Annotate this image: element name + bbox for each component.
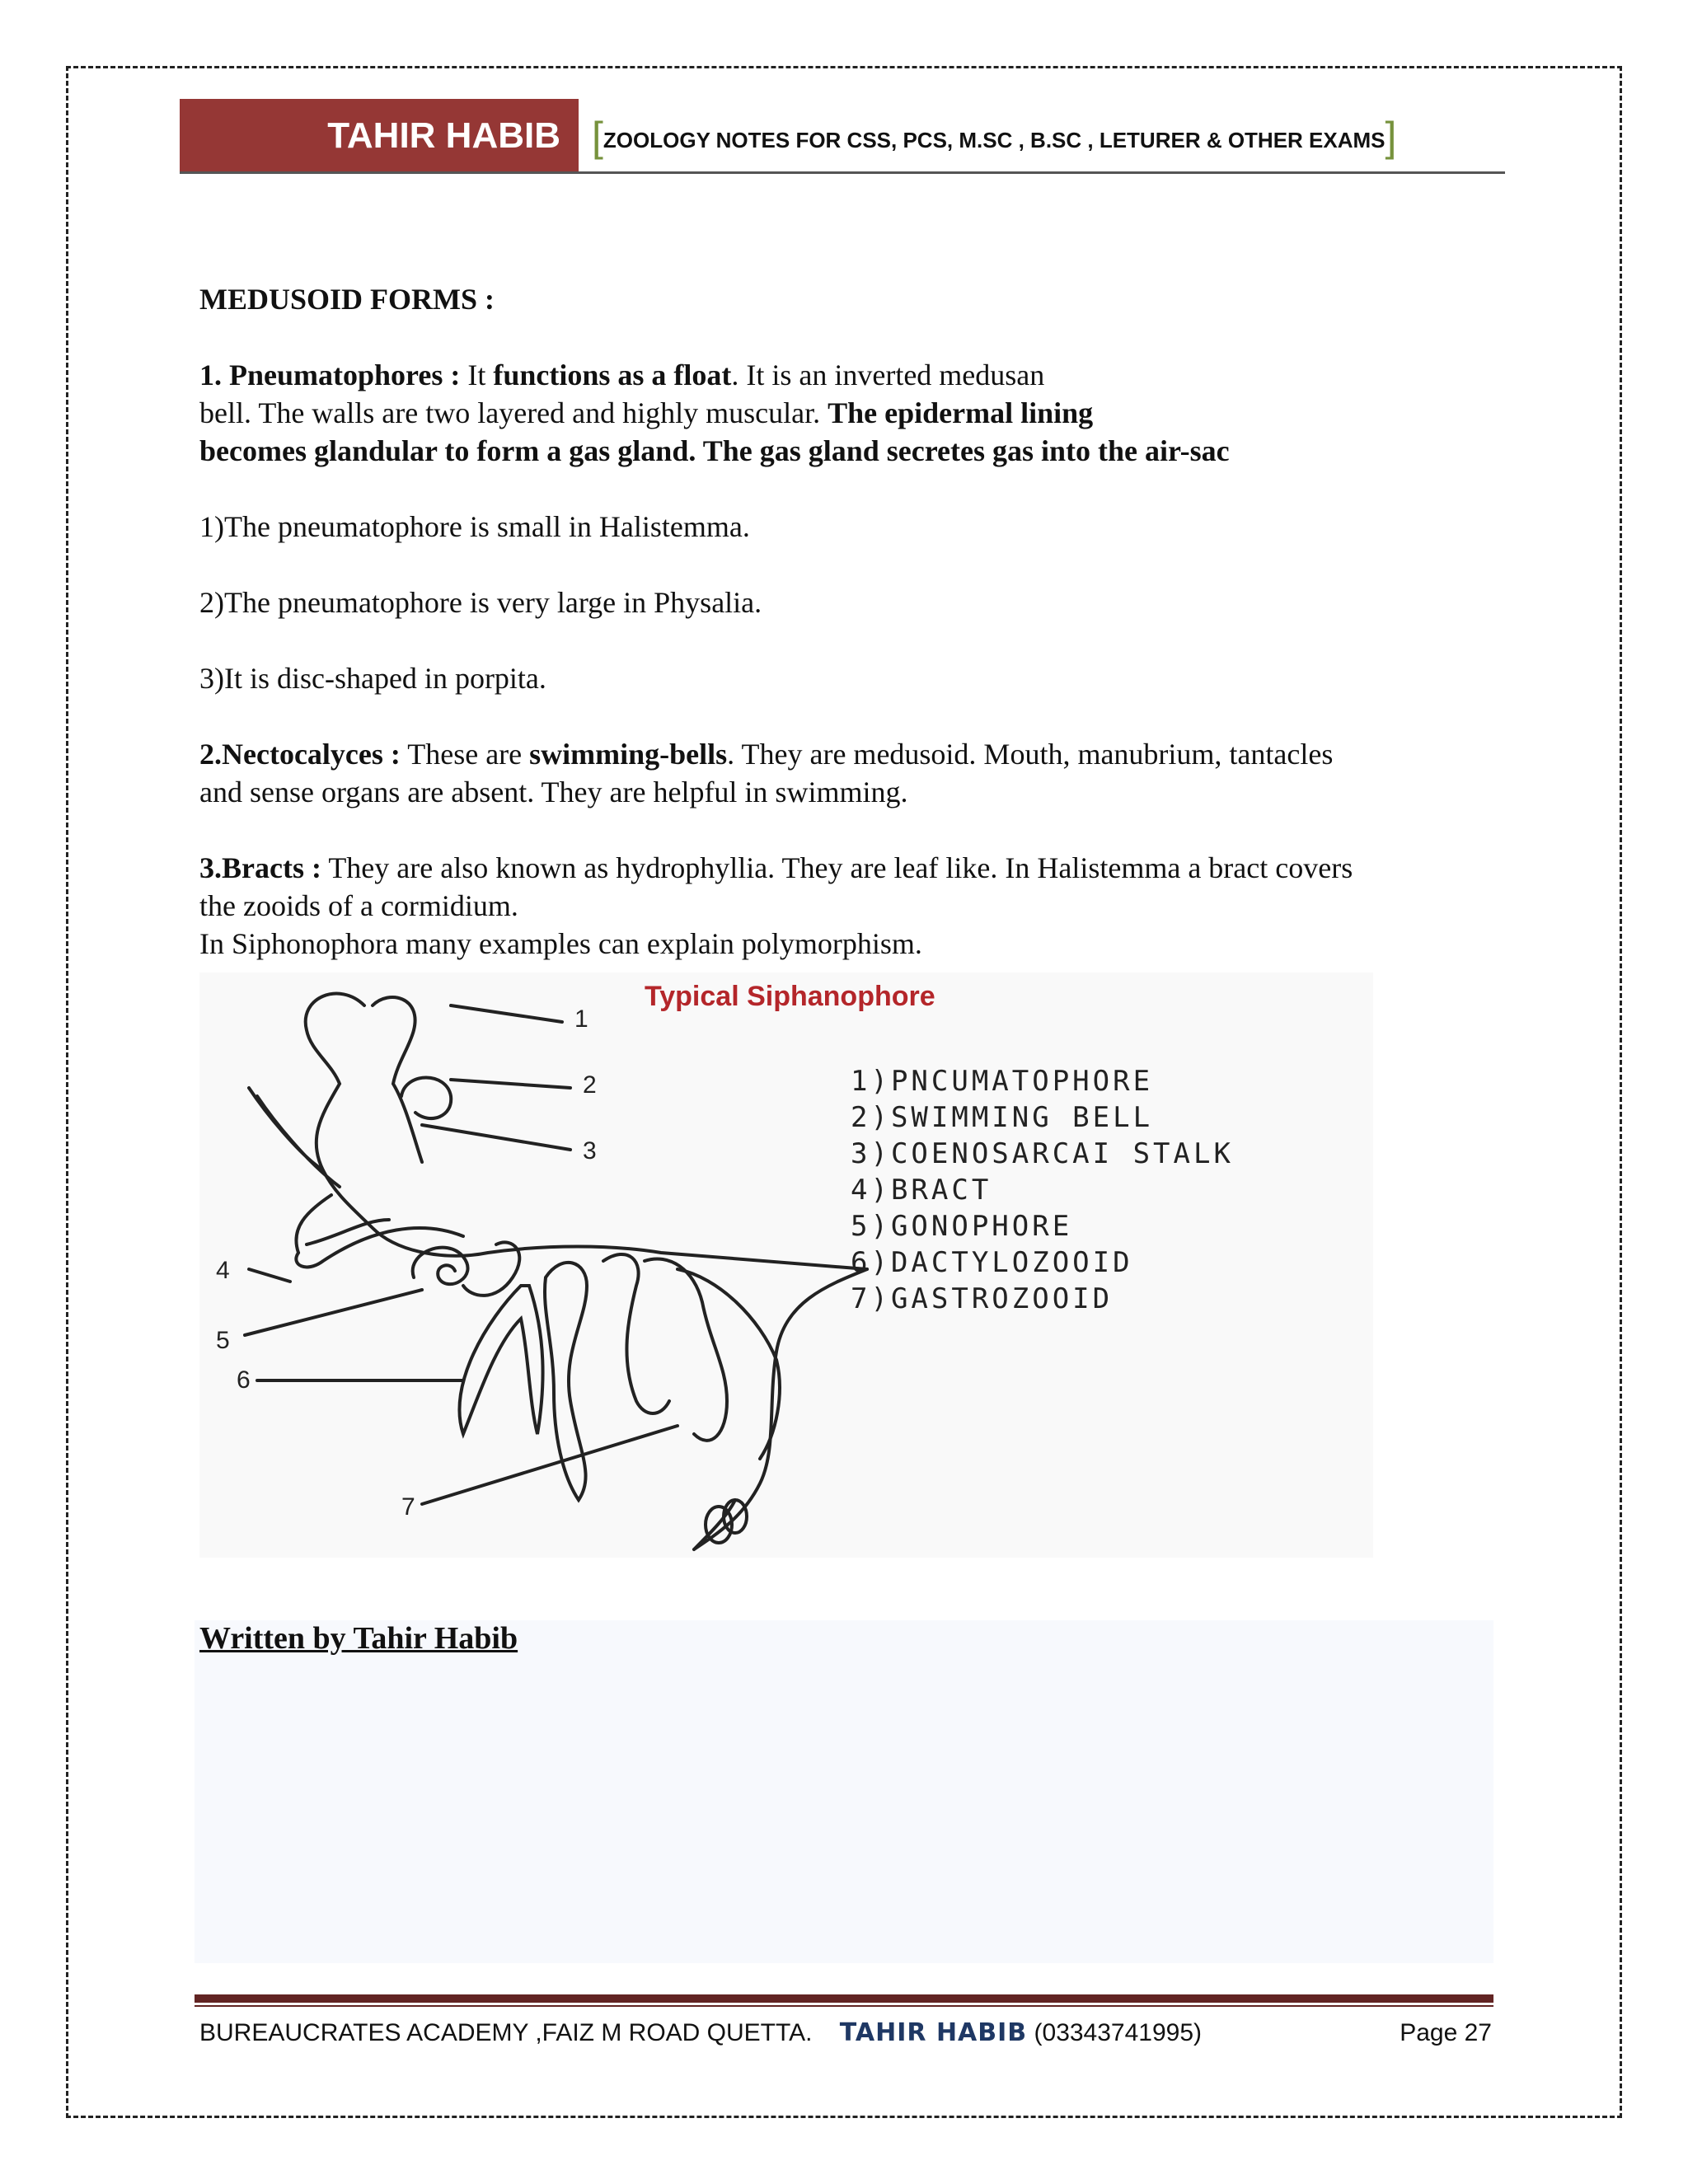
paragraph-nectocalyces bbox=[199, 735, 1518, 811]
text-bold: functions as a float bbox=[493, 359, 732, 391]
text-bold: The epidermal lining bbox=[828, 396, 1094, 429]
siphonophore-figure bbox=[199, 972, 1373, 1558]
legend-item: 5)GONOPHORE bbox=[851, 1210, 1073, 1243]
list-item: 3)It is disc-shaped in porpita. bbox=[199, 662, 546, 695]
legend-item: 1)PNCUMATOPHORE bbox=[851, 1065, 1154, 1098]
legend-item: 3)COENOSARCAI STALK bbox=[851, 1137, 1234, 1170]
figure-legend bbox=[851, 1063, 1234, 1317]
label-2: 2 bbox=[583, 1071, 597, 1099]
footer-rule-thick bbox=[195, 1994, 1493, 2003]
label-6: 6 bbox=[237, 1366, 251, 1394]
label-7: 7 bbox=[401, 1493, 415, 1521]
text-span: In Siphonophora many examples can explain polymorphism. bbox=[199, 927, 922, 960]
footer-name: TAHIR HABIB bbox=[839, 2018, 1028, 2047]
written-by-box bbox=[195, 1620, 1493, 1963]
footer-phone: (03343741995) bbox=[1034, 2019, 1203, 2046]
text-span: the zooids of a cormidium. bbox=[199, 889, 518, 922]
text-bold: swimming-bells bbox=[529, 738, 728, 771]
term-bracts: 3.Bracts : bbox=[199, 851, 321, 884]
written-by: Written by Tahir Habib bbox=[199, 1621, 518, 1656]
term-nectocalyces: 2.Nectocalyces : bbox=[199, 738, 401, 771]
section-heading: MEDUSOID FORMS : bbox=[199, 283, 495, 316]
footer-academy: BUREAUCRATES ACADEMY ,FAIZ M ROAD QUETTA. bbox=[199, 2019, 813, 2046]
header-bracket-open: [ bbox=[592, 114, 603, 160]
label-3: 3 bbox=[583, 1137, 597, 1165]
label-4: 4 bbox=[216, 1257, 230, 1284]
paragraph-bracts bbox=[199, 849, 1518, 963]
text-span: These are bbox=[400, 738, 530, 771]
header-rule bbox=[180, 171, 1505, 174]
legend-item: 2)SWIMMING BELL bbox=[851, 1101, 1154, 1134]
main-content bbox=[199, 280, 1518, 963]
header-subtitle bbox=[592, 112, 1396, 162]
page-number: Page 27 bbox=[1400, 2019, 1492, 2046]
header-subtitle-text: ZOOLOGY NOTES FOR CSS, PCS, M.SC , B.SC , LETURER & OTHER EXAMS bbox=[603, 128, 1386, 152]
page-footer bbox=[199, 2014, 1492, 2052]
text-span: and sense organs are absent. They are helpful in swimming. bbox=[199, 776, 908, 808]
footer-rule-thin bbox=[195, 2005, 1493, 2007]
text-span: . They are medusoid. Mouth, manubrium, tantacles bbox=[727, 738, 1334, 771]
term-pneumatophores: 1. Pneumatophores : bbox=[199, 359, 461, 391]
label-5: 5 bbox=[216, 1327, 230, 1354]
legend-item: 7)GASTROZOOID bbox=[851, 1282, 1114, 1315]
label-1: 1 bbox=[574, 1005, 588, 1033]
legend-item: 4)BRACT bbox=[851, 1174, 992, 1207]
text-span: It bbox=[460, 359, 494, 391]
figure-title: Typical Siphanophore bbox=[645, 981, 935, 1012]
header-author-band bbox=[180, 99, 579, 173]
list-item: 1)The pneumatophore is small in Halistemma. bbox=[199, 510, 750, 543]
paragraph-pneumatophores bbox=[199, 356, 1518, 470]
text-span: They are also known as hydrophyllia. They are leaf like. In Halistemma a bract covers bbox=[321, 851, 1353, 884]
header-author: TAHIR HABIB bbox=[327, 115, 560, 156]
list-item: 2)The pneumatophore is very large in Physalia. bbox=[199, 586, 762, 619]
legend-item: 6)DACTYLOZOOID bbox=[851, 1246, 1133, 1279]
header-bracket-close: ] bbox=[1385, 114, 1397, 160]
text-span: bell. The walls are two layered and highly muscular. bbox=[199, 396, 828, 429]
text-bold: becomes glandular to form a gas gland. The gas gland secretes gas into the air-sac bbox=[199, 434, 1230, 467]
text-span: . It is an inverted medusan bbox=[731, 359, 1045, 391]
